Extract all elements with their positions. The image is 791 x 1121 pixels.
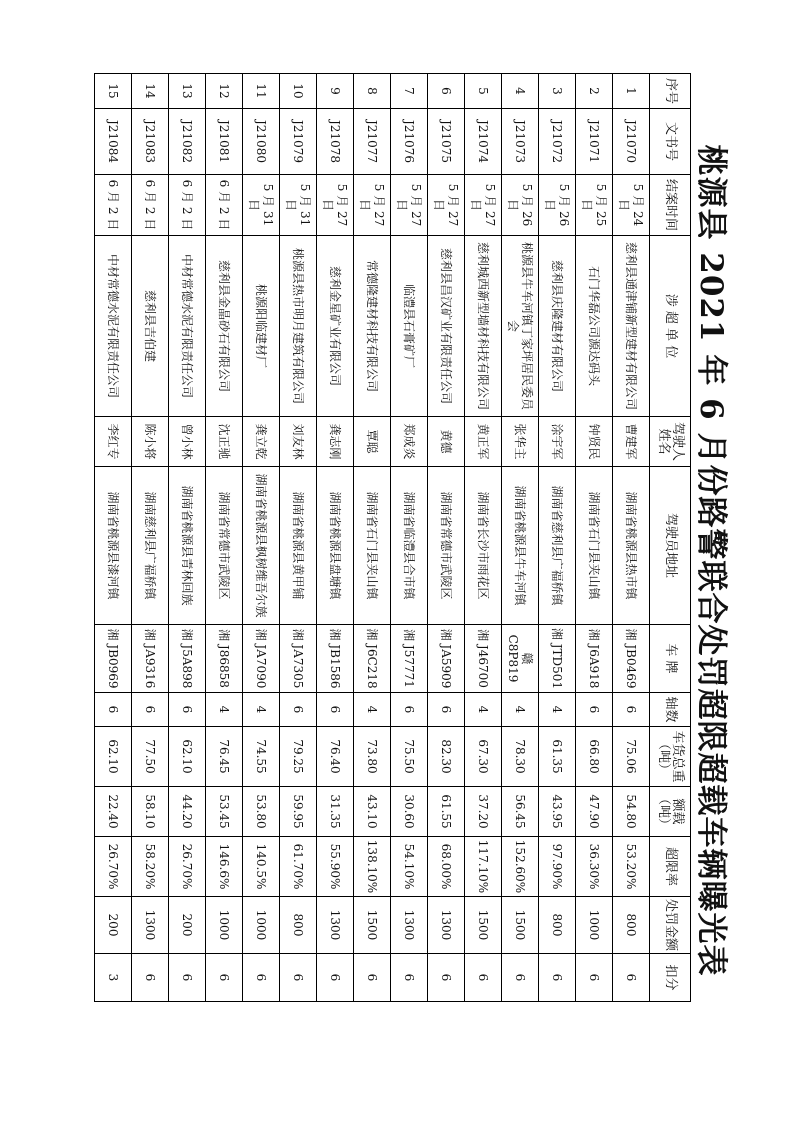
cell-points: 6 [502,954,539,1002]
cell-driver: 沈正驰 [206,417,243,467]
cell-plate: 湘 J57771 [391,625,428,693]
cell-rated-load: 44.20 [169,787,206,837]
cell-axles: 4 [206,693,243,727]
table-row [428,74,465,1002]
cell-company: 慈利城西新型墙材科技有限公司 [465,236,502,417]
cell-company: 慈利金星矿业有限公司 [317,236,354,417]
cell-no: 15 [95,74,132,109]
table-row [243,74,280,1002]
table-body [95,74,650,1002]
cell-axles: 6 [169,693,206,727]
cell-fine: 1000 [243,897,280,954]
header-no: 序号 [650,74,691,109]
cell-overload-rate: 138.10% [354,837,391,897]
header-doc-no: 文书号 [650,109,691,175]
cell-driver-address: 湖南慈利县广福桥镇 [132,467,169,625]
cell-close-date: 5 月 26 日 [539,175,576,236]
cell-driver: 涂宇军 [539,417,576,467]
header-company: 涉 超 单 位 [650,236,691,417]
table-header-row [650,74,691,1002]
cell-overload-rate: 140.5% [243,837,280,897]
cell-company: 慈利县昌汉矿业有限责任公司 [428,236,465,417]
cell-close-date: 5 月 24 日 [613,175,650,236]
cell-driver: 张华主 [502,417,539,467]
cell-plate: 湘 JA7305 [280,625,317,693]
cell-gross-weight: 62.10 [95,727,132,787]
cell-axles: 6 [576,693,613,727]
cell-overload-rate: 26.70% [95,837,132,897]
cell-driver-address: 湖南省桃源县漆河镇 [95,467,132,625]
cell-rated-load: 31.35 [317,787,354,837]
cell-plate: 湘 J86858 [206,625,243,693]
cell-doc-no: J21084 [95,109,132,175]
cell-company: 中材常德水泥有限责任公司 [169,236,206,417]
cell-driver: 曹建军 [613,417,650,467]
cell-overload-rate: 36.30% [576,837,613,897]
cell-rated-load: 37.20 [465,787,502,837]
cell-fine: 800 [539,897,576,954]
table-row [613,74,650,1002]
cell-axles: 4 [465,693,502,727]
header-close-date: 结案时间 [650,175,691,236]
cell-overload-rate: 146.6% [206,837,243,897]
cell-gross-weight: 76.45 [206,727,243,787]
cell-fine: 1300 [391,897,428,954]
cell-close-date: 6 月 2 日 [169,175,206,236]
cell-overload-rate: 53.20% [613,837,650,897]
cell-plate: 湘 J5A898 [169,625,206,693]
cell-points: 6 [132,954,169,1002]
cell-overload-rate: 58.20% [132,837,169,897]
cell-doc-no: J21072 [539,109,576,175]
cell-driver: 黄正军 [465,417,502,467]
cell-no: 10 [280,74,317,109]
cell-gross-weight: 75.50 [391,727,428,787]
cell-driver: 黄德 [428,417,465,467]
cell-close-date: 5 月 27 日 [391,175,428,236]
header-points: 扣分 [650,954,691,1002]
cell-points: 3 [95,954,132,1002]
cell-company: 慈利县通津铺新型建材有限公司 [613,236,650,417]
cell-no: 9 [317,74,354,109]
cell-overload-rate: 54.10% [391,837,428,897]
cell-doc-no: J21082 [169,109,206,175]
table-row [465,74,502,1002]
table-row [206,74,243,1002]
cell-fine: 1500 [465,897,502,954]
cell-rated-load: 61.55 [428,787,465,837]
cell-company: 中材常德水泥有限责任公司 [95,236,132,417]
cell-axles: 6 [428,693,465,727]
cell-driver-address: 湖南省桃源县黄甲铺 [280,467,317,625]
header-rated-load: 额载（吨） [650,787,691,837]
cell-rated-load: 54.80 [613,787,650,837]
table-row [169,74,206,1002]
cell-plate: 湘 JA5909 [428,625,465,693]
cell-fine: 1000 [206,897,243,954]
cell-close-date: 5 月 27 日 [465,175,502,236]
header-axles: 轴数 [650,693,691,727]
cell-driver-address: 湖南省桃源县青林回族 [169,467,206,625]
cell-overload-rate: 117.10% [465,837,502,897]
cell-doc-no: J21078 [317,109,354,175]
cell-gross-weight: 76.40 [317,727,354,787]
cell-axles: 4 [243,693,280,727]
cell-overload-rate: 26.70% [169,837,206,897]
cell-points: 6 [280,954,317,1002]
cell-fine: 1300 [317,897,354,954]
cell-gross-weight: 79.25 [280,727,317,787]
cell-rated-load: 47.90 [576,787,613,837]
violation-table [94,73,691,1002]
table-row [317,74,354,1002]
cell-axles: 4 [502,693,539,727]
cell-close-date: 5 月 31 日 [243,175,280,236]
cell-fine: 200 [95,897,132,954]
cell-no: 5 [465,74,502,109]
cell-driver: 龚立乾 [243,417,280,467]
cell-driver-address: 湖南省桃源县热市镇 [613,467,650,625]
cell-rated-load: 53.45 [206,787,243,837]
table-row [539,74,576,1002]
cell-driver: 钟贤民 [576,417,613,467]
cell-company: 常德隆建材科技有限公司 [354,236,391,417]
cell-company: 桃源县牛车河镇丁家坪居民委员会 [502,236,539,417]
cell-fine: 200 [169,897,206,954]
cell-no: 2 [576,74,613,109]
cell-plate: 湘 JB0469 [613,625,650,693]
cell-doc-no: J21076 [391,109,428,175]
cell-no: 13 [169,74,206,109]
cell-doc-no: J21077 [354,109,391,175]
cell-rated-load: 56.45 [502,787,539,837]
cell-driver: 曾小林 [169,417,206,467]
cell-no: 4 [502,74,539,109]
cell-plate: 湘 J6A918 [576,625,613,693]
cell-no: 12 [206,74,243,109]
cell-gross-weight: 82.30 [428,727,465,787]
cell-points: 6 [428,954,465,1002]
cell-points: 6 [539,954,576,1002]
cell-rated-load: 53.80 [243,787,280,837]
cell-points: 6 [317,954,354,1002]
cell-driver-address: 湖南省常德市武陵区 [206,467,243,625]
cell-points: 6 [465,954,502,1002]
cell-fine: 1300 [428,897,465,954]
cell-driver: 郑成炎 [391,417,428,467]
cell-gross-weight: 62.10 [169,727,206,787]
cell-close-date: 6 月 2 日 [132,175,169,236]
cell-driver-address: 湖南省长沙市雨花区 [465,467,502,625]
cell-driver-address: 湖南省石门县夹山镇 [354,467,391,625]
cell-doc-no: J21075 [428,109,465,175]
table-row [132,74,169,1002]
cell-rated-load: 59.95 [280,787,317,837]
cell-driver-address: 湖南省桃源县牛车河镇 [502,467,539,625]
cell-doc-no: J21083 [132,109,169,175]
cell-close-date: 6 月 2 日 [206,175,243,236]
cell-close-date: 5 月 31 日 [280,175,317,236]
cell-close-date: 5 月 27 日 [317,175,354,236]
cell-close-date: 5 月 27 日 [428,175,465,236]
cell-no: 7 [391,74,428,109]
cell-driver-address: 湖南省临澧县合市镇 [391,467,428,625]
page-title: 桃源县 2021 年 6 月份路警联合处罚超限超载车辆曝光表 [693,144,729,977]
table-row [391,74,428,1002]
cell-plate: 湘 J6C218 [354,625,391,693]
cell-gross-weight: 78.30 [502,727,539,787]
cell-company: 慈利县金晶砂石有限公司 [206,236,243,417]
cell-plate: 湘 JB0969 [95,625,132,693]
cell-driver-address: 湖南省桃源县枫树维吾尔族 [243,467,280,625]
cell-overload-rate: 97.90% [539,837,576,897]
cell-points: 6 [576,954,613,1002]
cell-overload-rate: 61.70% [280,837,317,897]
cell-axles: 6 [391,693,428,727]
table-row [95,74,132,1002]
header-driver-address: 驾驶员地址 [650,467,691,625]
cell-plate: 湘 JB1586 [317,625,354,693]
cell-no: 6 [428,74,465,109]
cell-axles: 4 [539,693,576,727]
cell-driver: 覃聪 [354,417,391,467]
cell-company: 临澧县石膏矿厂 [391,236,428,417]
cell-company: 石门华磊公司源达码头 [576,236,613,417]
cell-driver: 李红专 [95,417,132,467]
cell-doc-no: J21080 [243,109,280,175]
cell-close-date: 5 月 26 日 [502,175,539,236]
cell-no: 11 [243,74,280,109]
cell-fine: 1000 [576,897,613,954]
cell-driver-address: 湖南省常德市武陵区 [428,467,465,625]
cell-no: 14 [132,74,169,109]
cell-plate: 湘 J46700 [465,625,502,693]
cell-points: 6 [391,954,428,1002]
cell-doc-no: J21074 [465,109,502,175]
cell-overload-rate: 55.90% [317,837,354,897]
cell-plate: 湘 JA7090 [243,625,280,693]
table-row [502,74,539,1002]
cell-driver-address: 湖南省慈利县广福桥镇 [539,467,576,625]
cell-close-date: 6 月 2 日 [95,175,132,236]
cell-fine: 1500 [502,897,539,954]
cell-axles: 6 [95,693,132,727]
cell-gross-weight: 77.50 [132,727,169,787]
cell-points: 6 [243,954,280,1002]
header-fine: 处罚金额 [650,897,691,954]
header-overload-rate: 超限率 [650,837,691,897]
cell-axles: 6 [613,693,650,727]
cell-no: 8 [354,74,391,109]
cell-points: 6 [354,954,391,1002]
cell-axles: 6 [280,693,317,727]
cell-fine: 800 [613,897,650,954]
cell-doc-no: J21073 [502,109,539,175]
cell-rated-load: 22.40 [95,787,132,837]
cell-plate: 湘 JA9316 [132,625,169,693]
cell-no: 1 [613,74,650,109]
cell-points: 6 [206,954,243,1002]
table-row [354,74,391,1002]
cell-rated-load: 43.10 [354,787,391,837]
cell-no: 3 [539,74,576,109]
cell-fine: 1500 [354,897,391,954]
cell-driver: 龚志刚 [317,417,354,467]
cell-gross-weight: 74.55 [243,727,280,787]
cell-gross-weight: 73.80 [354,727,391,787]
cell-gross-weight: 61.35 [539,727,576,787]
cell-points: 6 [169,954,206,1002]
cell-close-date: 5 月 27 日 [354,175,391,236]
cell-company: 慈利县吉伯建 [132,236,169,417]
cell-doc-no: J21081 [206,109,243,175]
cell-axles: 6 [132,693,169,727]
cell-plate: 赣 C8P819 [502,625,539,693]
cell-rated-load: 30.60 [391,787,428,837]
header-gross-weight: 车货总重（吨） [650,727,691,787]
cell-driver: 刘友林 [280,417,317,467]
cell-axles: 4 [354,693,391,727]
header-plate: 车 牌 [650,625,691,693]
cell-doc-no: J21071 [576,109,613,175]
cell-plate: 湘 JTD501 [539,625,576,693]
table-row [280,74,317,1002]
cell-company: 桃源县热市明月建筑有限公司 [280,236,317,417]
cell-points: 6 [613,954,650,1002]
cell-overload-rate: 68.00% [428,837,465,897]
table-row [576,74,613,1002]
cell-fine: 800 [280,897,317,954]
cell-driver-address: 湖南省石门县夹山镇 [576,467,613,625]
cell-gross-weight: 75.06 [613,727,650,787]
cell-driver: 陈小将 [132,417,169,467]
cell-company: 慈利县庆隆建材有限公司 [539,236,576,417]
cell-fine: 1300 [132,897,169,954]
cell-close-date: 5 月 25 日 [576,175,613,236]
cell-axles: 6 [317,693,354,727]
cell-gross-weight: 66.80 [576,727,613,787]
cell-gross-weight: 67.30 [465,727,502,787]
cell-driver-address: 湖南省桃源县盘塘镇 [317,467,354,625]
cell-company: 桃源阳临建材厂 [243,236,280,417]
cell-overload-rate: 152.60% [502,837,539,897]
cell-doc-no: J21070 [613,109,650,175]
cell-rated-load: 58.10 [132,787,169,837]
header-driver: 驾驶人姓名 [650,417,691,467]
cell-doc-no: J21079 [280,109,317,175]
cell-rated-load: 43.95 [539,787,576,837]
